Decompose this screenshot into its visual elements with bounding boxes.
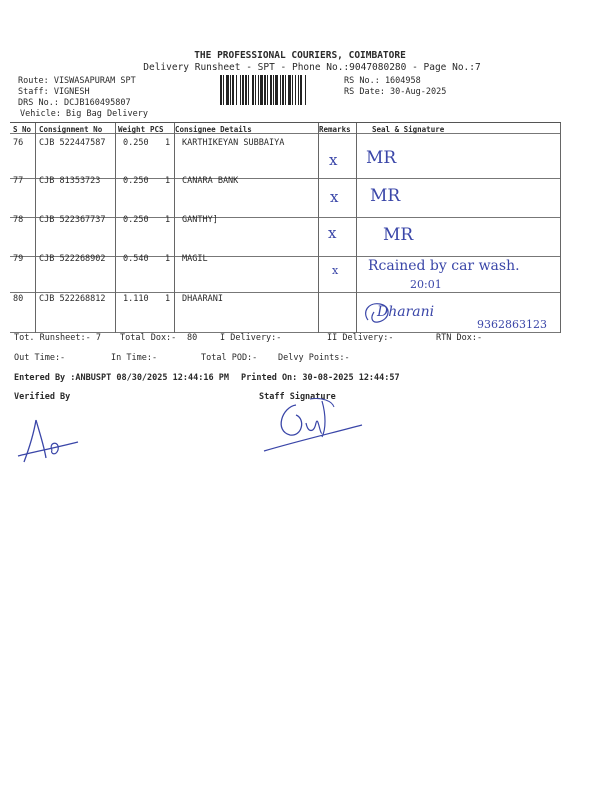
row-consignment: CJB 522447587 [39,138,106,148]
drs-number: DRS No.: DCJB160495807 [18,98,131,108]
total-pod: Total POD:- [201,353,258,363]
entered-by: Entered By :ANBUSPT 08/30/2025 12:44:16 PM [14,373,229,383]
handwritten-signature: MR [370,186,401,206]
handwritten-note: Rcained by car wash. [368,258,520,274]
remark-mark: x [330,188,339,206]
header-seal: Seal & Signature [372,125,445,134]
runsheet-subtitle: Delivery Runsheet - SPT - Phone No.:9047080280 - Page No.:7 [143,62,481,73]
header-sno: S No [13,125,32,134]
handwritten-time: 20:01 [410,278,442,291]
handwritten-phone: 9362863123 [477,318,547,331]
row-pcs: 1 [165,294,171,304]
row-weight: 0.540 [123,254,149,264]
remark-mark: x [328,224,337,242]
runsheet-table [10,122,561,333]
row-sno: 78 [13,215,24,225]
rtn-dox: RTN Dox:- [436,333,483,343]
row-consignment: CJB 522367737 [39,215,106,225]
barcode-image [220,75,340,105]
in-time: In Time:- [111,353,158,363]
out-time: Out Time:- [14,353,66,363]
header-weight: Weight [118,125,146,134]
header-consignee: Consignee Details [175,125,252,134]
header-remarks: Remarks [319,125,351,134]
i-delivery: I Delivery:- [220,333,282,343]
row-consignee: DHAARANI [182,294,223,304]
row-sno: 79 [13,254,24,264]
vehicle-label: Vehicle: Big Bag Delivery [20,109,148,119]
row-consignment: CJB 522268902 [39,254,106,264]
row-sno: 77 [13,176,24,186]
handwritten-signature: MR [383,225,414,245]
row-pcs: 1 [165,176,171,186]
route-label: Route: VISWASAPURAM SPT [18,76,136,86]
total-dox-label: Total Dox:- [120,333,177,343]
rs-date: RS Date: 30-Aug-2025 [344,87,447,97]
total-runsheet: Tot. Runsheet:- 7 [14,333,101,343]
row-consignment: CJB 522268812 [39,294,106,304]
row-pcs: 1 [165,254,171,264]
remark-mark: x [329,151,338,169]
row-weight: 0.250 [123,215,149,225]
row-pcs: 1 [165,138,171,148]
company-title: THE PROFESSIONAL COURIERS, COIMBATORE [194,50,406,61]
delvy-points: Delvy Points:- [278,353,350,363]
row-consignee: GANTHY] [182,215,218,225]
remark-mark: x [332,264,339,277]
printed-on: Printed On: 30-08-2025 12:44:57 [241,373,400,383]
ii-delivery: II Delivery:- [327,333,394,343]
row-consignee: MAGIL [182,254,208,264]
row-sno: 80 [13,294,24,304]
staff-signature-label: Staff Signature [259,392,336,402]
row-sno: 76 [13,138,24,148]
handwritten-signature: MR [366,148,397,168]
header-pcs: PCS [150,125,164,134]
rs-number: RS No.: 1604958 [344,76,421,86]
row-consignment: CJB 81353723 [39,176,101,186]
row-pcs: 1 [165,215,171,225]
row-consignee: CANARA BANK [182,176,239,186]
row-consignee: KARTHIKEYAN SUBBAIYA [182,138,285,148]
total-dox-value: 80 [187,333,198,343]
staff-label: Staff: VIGNESH [18,87,90,97]
row-weight: 0.250 [123,176,149,186]
header-consignment: Consignment No [39,125,103,134]
row-weight: 0.250 [123,138,149,148]
staff-signature [262,395,366,455]
verified-signature [14,412,84,472]
row-weight: 1.110 [123,294,149,304]
handwritten-signature: Dharani [377,304,435,320]
verified-by-label: Verified By [14,392,71,402]
signature-scribble [360,298,400,328]
